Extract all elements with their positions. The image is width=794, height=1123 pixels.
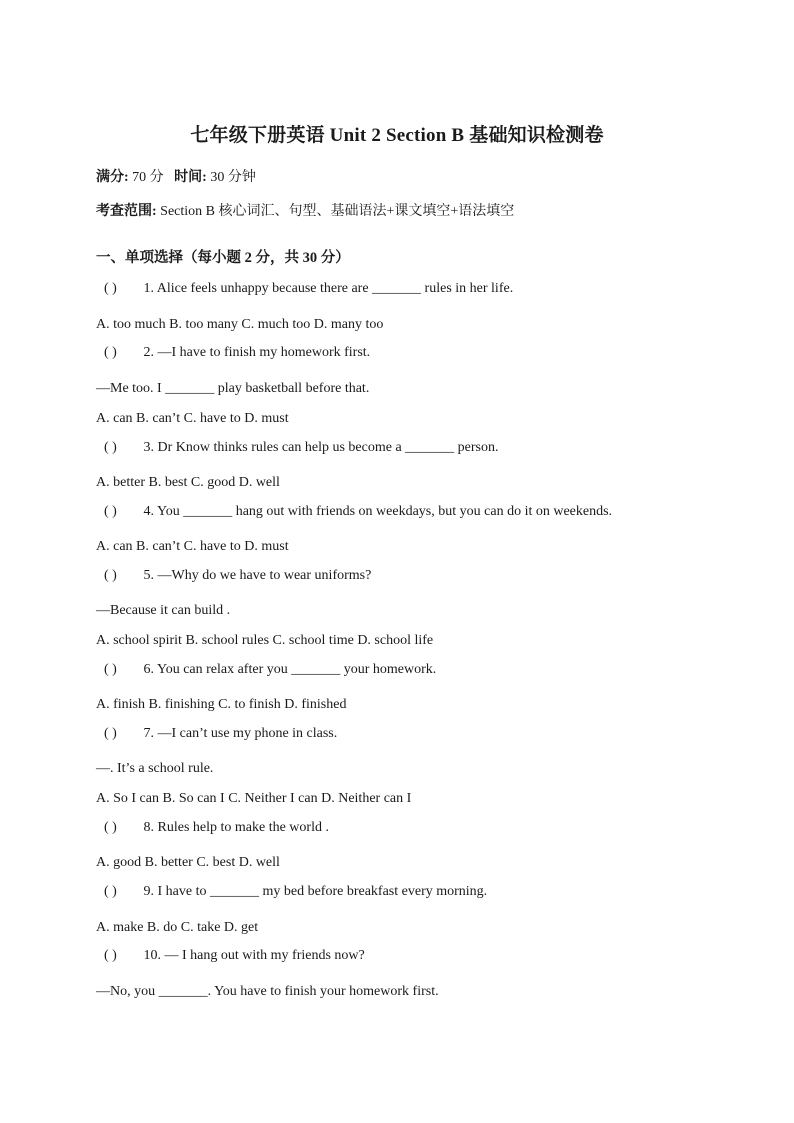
question-8 [104, 820, 329, 836]
answer-blank: ( ) [104, 662, 117, 677]
time-label: 时间: [174, 170, 207, 185]
question-stem: 7. —I can’t use my phone in class. [143, 726, 338, 741]
answer-blank: ( ) [104, 948, 117, 963]
time-value: 30 分钟 [210, 170, 256, 185]
options-6: A. finish B. finishing C. to finish D. finished [96, 697, 347, 712]
options-1: A. too much B. too many C. much too D. many too [96, 317, 384, 332]
question-7-reply: —. It’s a school rule. [96, 761, 214, 776]
question-stem: 5. —Why do we have to wear uniforms? [143, 568, 372, 583]
section-heading: 一、单项选择（每小题 2 分，共 30 分） [96, 250, 350, 266]
score-label: 满分: [96, 170, 129, 185]
options-2: A. can B. can’t C. have to D. must [96, 411, 289, 426]
score-time-line [96, 166, 256, 186]
options-9: A. make B. do C. take D. get [96, 920, 259, 935]
options-4: A. can B. can’t C. have to D. must [96, 539, 289, 554]
scope-label: 考查范围: [96, 204, 157, 219]
question-stem: 6. You can relax after you _______ your homework. [143, 662, 437, 677]
question-10 [104, 948, 365, 964]
question-stem: 3. Dr Know thinks rules can help us become a _______ person. [143, 440, 499, 455]
scope-line [96, 200, 514, 220]
question-9 [104, 884, 487, 900]
answer-blank: ( ) [104, 726, 117, 741]
question-10-reply: —No, you _______. You have to finish your homework first. [96, 984, 439, 999]
question-2-reply: —Me too. I _______ play basketball before that. [96, 381, 370, 396]
page-title: 七年级下册英语 Unit 2 Section B 基础知识检测卷 [190, 125, 604, 146]
options-7: A. So I can B. So can I C. Neither I can D. Neither can I [96, 791, 412, 806]
options-5: A. school spirit B. school rules C. school time D. school life [96, 633, 434, 648]
question-4 [104, 504, 612, 520]
answer-blank: ( ) [104, 440, 117, 455]
score-value: 70 分 [132, 170, 164, 185]
options-3: A. better B. best C. good D. well [96, 475, 280, 490]
answer-blank: ( ) [104, 568, 117, 583]
answer-blank: ( ) [104, 345, 117, 360]
answer-blank: ( ) [104, 884, 117, 899]
question-stem: 2. —I have to finish my homework first. [143, 345, 371, 360]
question-stem: 1. Alice feels unhappy because there are _______ rules in her life. [143, 281, 514, 296]
question-1 [104, 281, 513, 297]
options-8: A. good B. better C. best D. well [96, 855, 280, 870]
question-stem: 8. Rules help to make the world . [143, 820, 329, 835]
question-5-reply: —Because it can build . [96, 603, 231, 618]
question-stem: 9. I have to _______ my bed before breakfast every morning. [143, 884, 488, 899]
question-stem: 4. You _______ hang out with friends on weekdays, but you can do it on weekends. [143, 504, 613, 519]
question-2 [104, 345, 370, 361]
question-7 [104, 726, 337, 742]
scope-value: Section B 核心词汇、句型、基础语法+课文填空+语法填空 [160, 204, 515, 219]
question-5 [104, 568, 371, 584]
answer-blank: ( ) [104, 820, 117, 835]
question-3 [104, 440, 498, 456]
question-stem: 10. — I hang out with my friends now? [143, 948, 365, 963]
answer-blank: ( ) [104, 281, 117, 296]
answer-blank: ( ) [104, 504, 117, 519]
question-6 [104, 662, 436, 678]
